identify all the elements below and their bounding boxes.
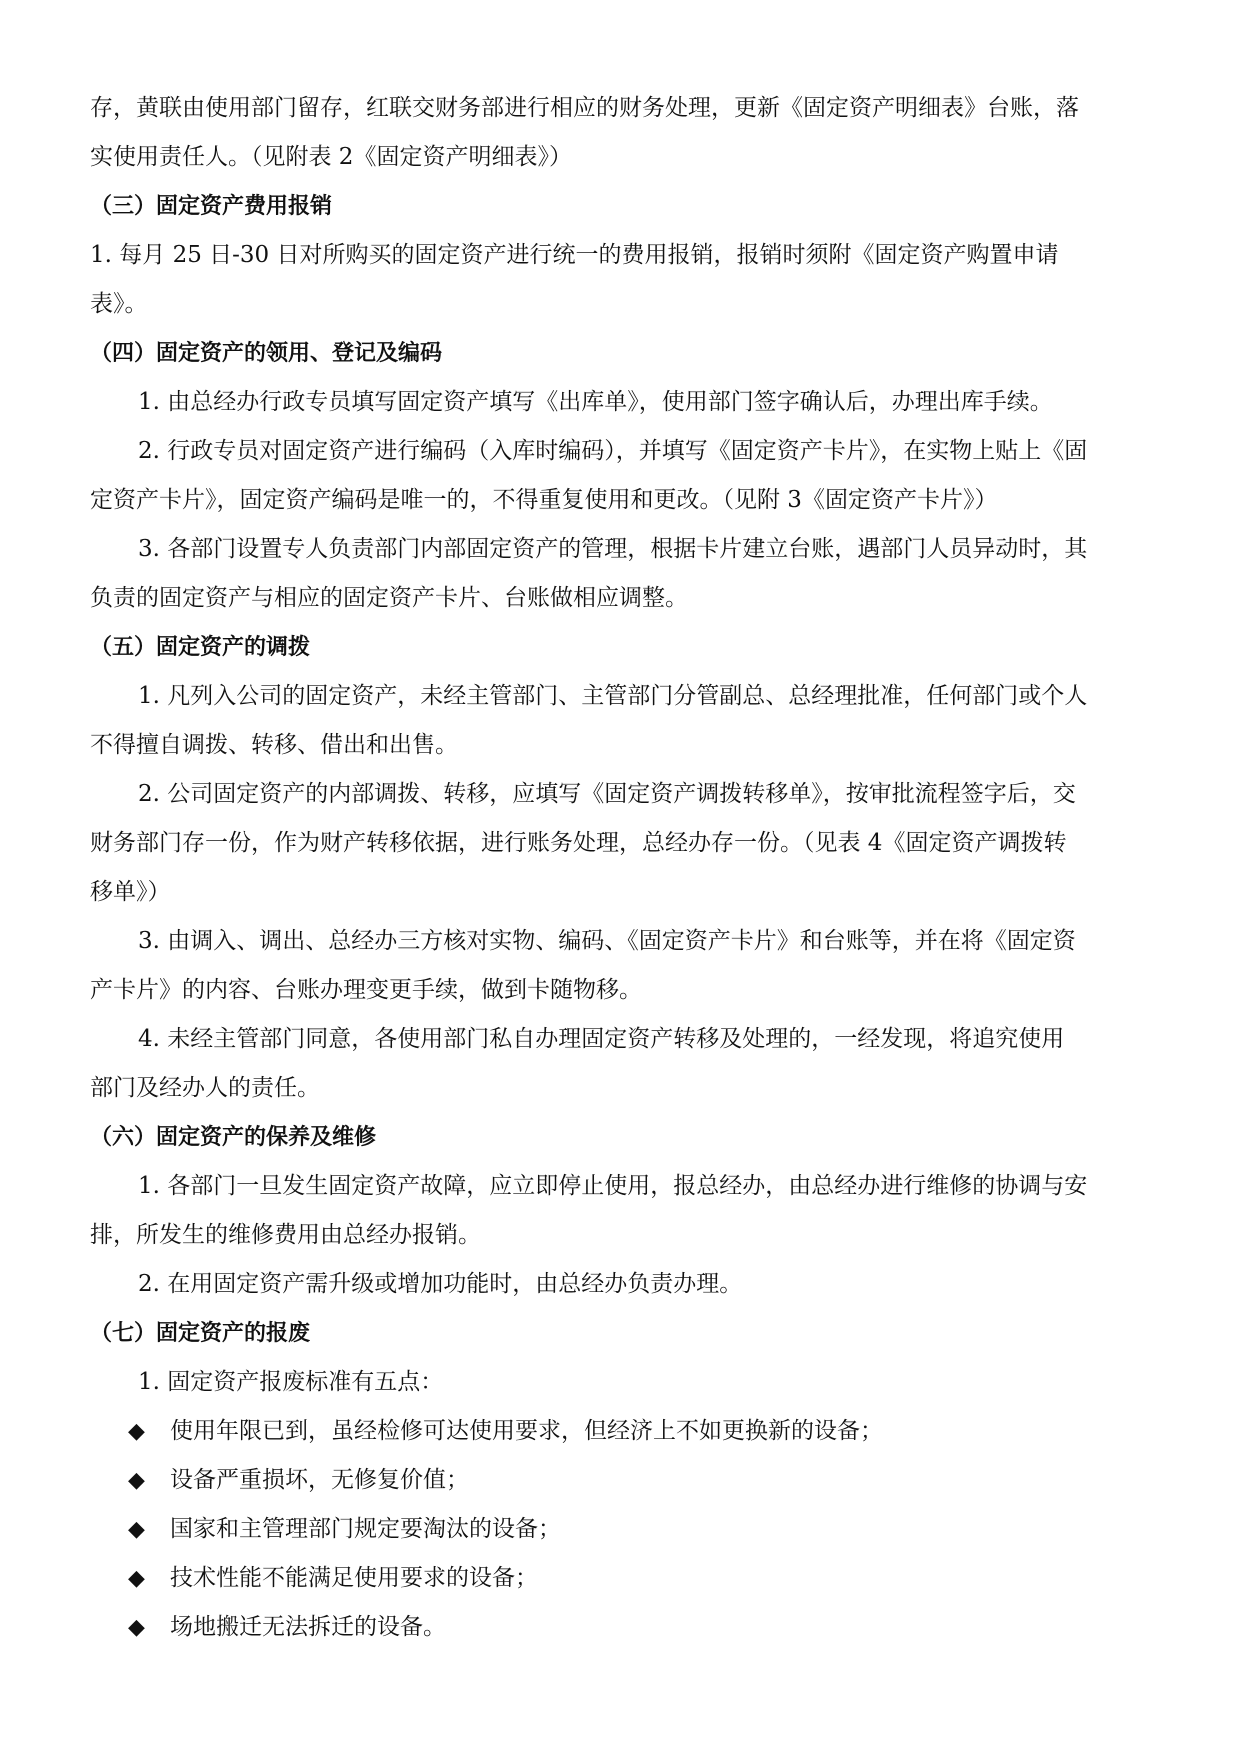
diamond-bullet-icon: ◆: [128, 1419, 145, 1444]
section-heading-5: （五）固定资产的调拨: [90, 635, 311, 660]
paragraph-line: 2. 公司固定资产的内部调拨、转移，应填写《固定资产调拨转移单》，按审批流程签字后，交: [138, 781, 1076, 807]
paragraph-line: 2. 在用固定资产需升级或增加功能时，由总经办负责办理。: [138, 1271, 743, 1297]
bullet-item: [90, 1407, 1160, 1456]
diamond-bullet-icon: ◆: [128, 1566, 145, 1591]
paragraph-line: 产卡片》的内容、台账办理变更手续，做到卡随物移。: [90, 977, 642, 1003]
paragraph-line: 3. 由调入、调出、总经办三方核对实物、编码、《固定资产卡片》和台账等，并在将《固定资: [138, 928, 1076, 954]
paragraph-line: 1. 每月 25 日-30 日对所购买的固定资产进行统一的费用报销，报销时须附《固定资产购置申请: [90, 242, 1059, 268]
bullet-item: [90, 1456, 1160, 1505]
paragraph-line: 移单》）: [90, 879, 171, 905]
bullet-text: 使用年限已到，虽经检修可达使用要求，但经济上不如更换新的设备；: [170, 1418, 883, 1444]
paragraph-line: 1. 固定资产报废标准有五点：: [138, 1369, 444, 1395]
section-heading-6: （六）固定资产的保养及维修: [90, 1125, 377, 1150]
paragraph-line: 1. 各部门一旦发生固定资产故障，应立即停止使用，报总经办，由总经办进行维修的协调与安: [138, 1173, 1088, 1199]
paragraph-line: 定资产卡片》，固定资产编码是唯一的，不得重复使用和更改。（见附 3《固定资产卡片》）: [90, 487, 998, 513]
paragraph-line: 4. 未经主管部门同意，各使用部门私自办理固定资产转移及处理的，一经发现，将追究使用: [138, 1026, 1065, 1052]
diamond-bullet-icon: ◆: [128, 1468, 145, 1493]
paragraph-line: 存，黄联由使用部门留存，红联交财务部进行相应的财务处理，更新《固定资产明细表》台账，落: [90, 95, 1079, 121]
section-heading-3: （三）固定资产费用报销: [90, 194, 333, 219]
paragraph-line: 不得擅自调拨、转移、借出和出售。: [90, 732, 458, 758]
bullet-text: 场地搬迁无法拆迁的设备。: [170, 1614, 446, 1640]
paragraph-line: 1. 凡列入公司的固定资产，未经主管部门、主管部门分管副总、总经理批准，任何部门或个人: [138, 683, 1088, 709]
paragraph-line: 负责的固定资产与相应的固定资产卡片、台账做相应调整。: [90, 585, 688, 611]
bullet-text: 技术性能不能满足使用要求的设备；: [170, 1565, 538, 1591]
paragraph-line: 2. 行政专员对固定资产进行编码（入库时编码），并填写《固定资产卡片》，在实物上贴上《固: [138, 438, 1088, 464]
paragraph-line: 表》。: [90, 291, 148, 317]
bullet-item: [90, 1505, 1160, 1554]
bullet-item: [90, 1554, 1160, 1603]
bullet-text: 国家和主管理部门规定要淘汰的设备；: [170, 1516, 561, 1542]
bullet-item: [90, 1603, 1160, 1652]
paragraph-line: 排，所发生的维修费用由总经办报销。: [90, 1222, 481, 1248]
document-page: [90, 84, 1160, 1652]
diamond-bullet-icon: ◆: [128, 1517, 145, 1542]
paragraph-line: 实使用责任人。（见附表 2《固定资产明细表》）: [90, 144, 572, 170]
section-heading-7: （七）固定资产的报废: [90, 1321, 311, 1346]
bullet-text: 设备严重损坏，无修复价值；: [170, 1467, 469, 1493]
section-heading-4: （四）固定资产的领用、登记及编码: [90, 341, 443, 366]
diamond-bullet-icon: ◆: [128, 1615, 145, 1640]
paragraph-line: 部门及经办人的责任。: [90, 1075, 320, 1101]
paragraph-line: 3. 各部门设置专人负责部门内部固定资产的管理，根据卡片建立台账，遇部门人员异动时，其: [138, 536, 1088, 562]
paragraph-line: 财务部门存一份，作为财产转移依据，进行账务处理，总经办存一份。（见表 4《固定资产调拨转: [90, 830, 1067, 856]
paragraph-line: 1. 由总经办行政专员填写固定资产填写《出库单》，使用部门签字确认后，办理出库手续。: [138, 389, 1053, 415]
